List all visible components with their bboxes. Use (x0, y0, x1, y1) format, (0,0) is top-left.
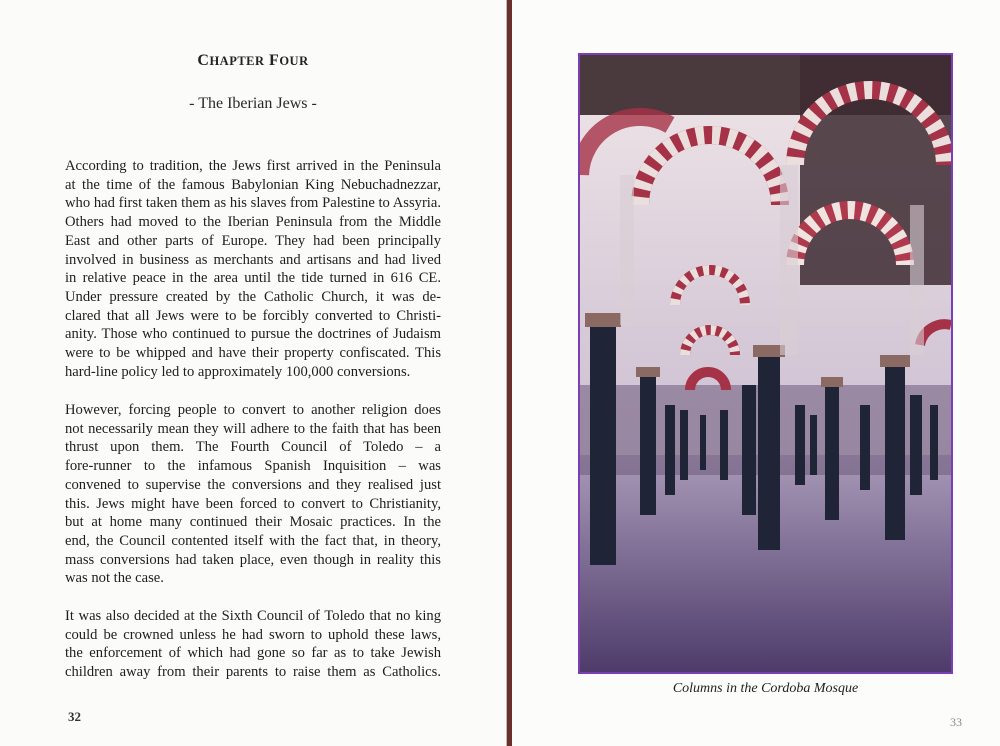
body-paragraph-2 (65, 401, 441, 588)
text-line: were to be whipped and have their property confiscated. This (65, 345, 441, 362)
text-line: the enforcement of which had gone so far as to take Jewish (65, 645, 441, 662)
right-page (512, 0, 1000, 746)
text-line: in relative peace in the area until the tide turned in 616 CE. (65, 270, 441, 287)
text-line: anity. Those who continued to pursue the doctrines of Judaism (65, 326, 441, 343)
text-line: East and other parts of Europe. They had been principally (65, 232, 441, 249)
mosque-columns-photo (578, 53, 953, 674)
text-line: fore-runner to the infamous Spanish Inquisition – was (65, 458, 441, 475)
text-line: Others had moved to the Iberian Peninsula from the Middle (65, 214, 441, 231)
text-line: However, forcing people to convert to another religion does (65, 402, 441, 418)
text-line: It was also decided at the Sixth Council of Toledo that no king (65, 608, 441, 624)
page-number-right: 33 (950, 715, 962, 729)
text-line: thrust upon them. The Fourth Council of Toledo – a (65, 439, 441, 456)
chapter-title-initial-2: F (269, 52, 280, 69)
body-paragraph-3 (65, 607, 441, 682)
chapter-subtitle: - The Iberian Jews - (189, 95, 317, 112)
page-number-left: 32 (68, 709, 81, 724)
photo-illustration (580, 55, 951, 672)
text-line: at the time of the famous Babylonian King Nebuchadnezzar, (65, 176, 441, 193)
text-line: was not the case. (65, 570, 164, 587)
text-line: mass conversions had taken place, even though in reality this (65, 551, 441, 568)
text-line: could be crowned unless he had sworn to uphold these laws, (65, 626, 441, 643)
chapter-title-rest-2: OUR (279, 54, 309, 68)
body-paragraph-1 (65, 157, 441, 381)
text-line: involved in business as merchants and artisans and had lived (65, 251, 441, 268)
text-line: this. Jews might have been forced to convert to Christianity, (65, 495, 441, 512)
text-line: children away from their parents to raise them as Catholics. (65, 664, 441, 681)
photo-caption: Columns in the Cordoba Mosque (672, 681, 859, 696)
text-line: not necessarily mean they will adhere to the faith that has been (65, 420, 441, 437)
chapter-title (0, 52, 506, 70)
text-line: but at home many continued their Mosaic practices. In the (65, 514, 441, 531)
chapter-title-rest-1: HAPTER (209, 54, 265, 68)
text-line: According to tradition, the Jews first arrived in the Peninsula (65, 158, 441, 174)
text-line: Under pressure created by the Catholic Church, it was de- (65, 288, 441, 305)
text-line: hard-line policy led to approximately 100,000 conversions. (65, 363, 411, 380)
chapter-title-initial-1: C (197, 52, 210, 69)
text-line: clared that all Jews were to be forcibly converted to Christi- (65, 307, 441, 324)
text-line: convened to supervise the conversions and they realised just (65, 476, 441, 493)
text-line: end, the Council contented itself with the fact that, in theory, (65, 532, 441, 549)
text-line: who had first taken them as his slaves from Palestine to Assyria. (65, 195, 441, 212)
